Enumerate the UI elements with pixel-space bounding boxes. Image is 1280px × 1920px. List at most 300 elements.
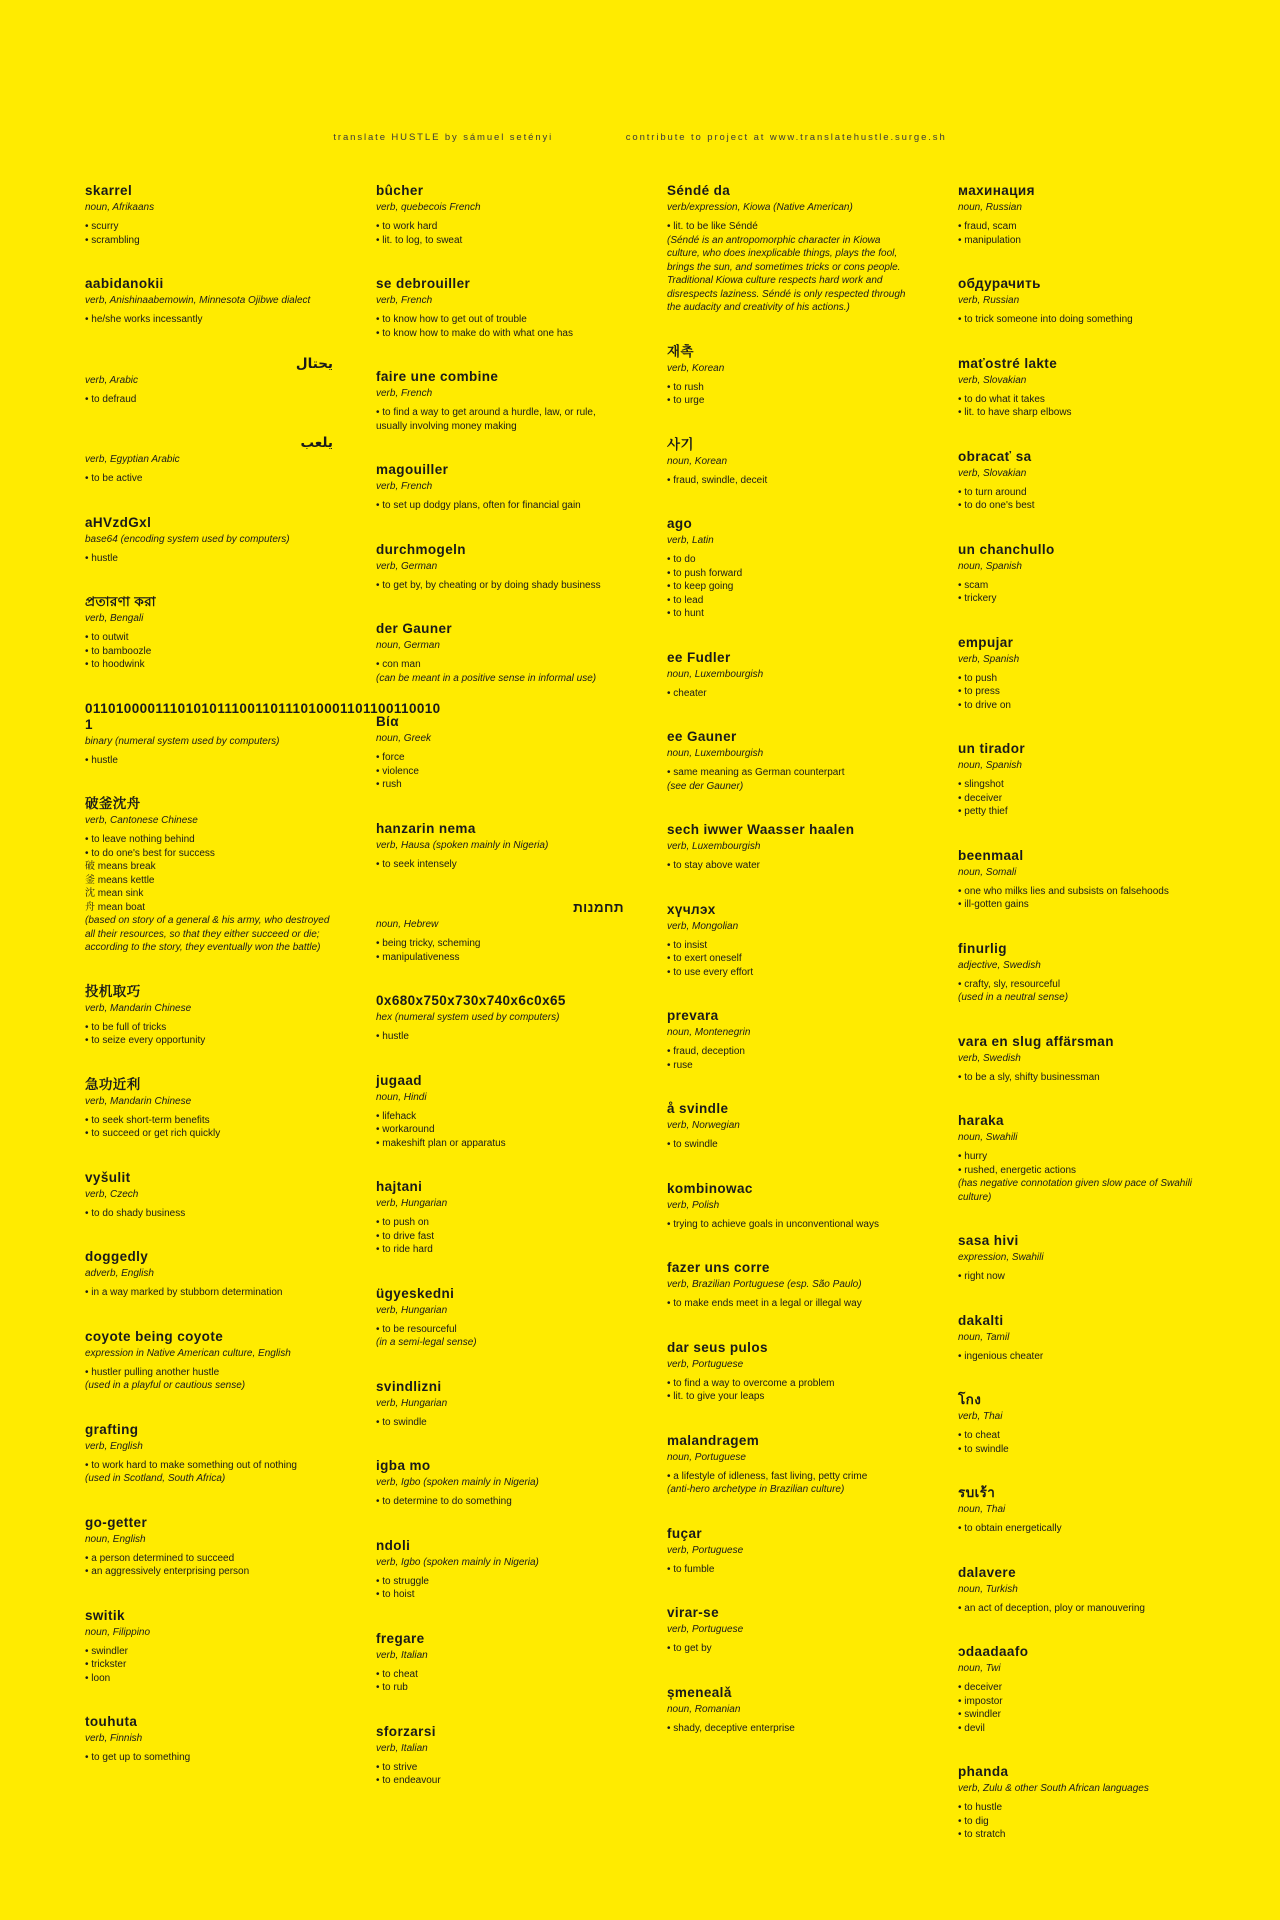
glossary-entry bbox=[958, 542, 1206, 606]
entry-part-of-speech: verb, Anishinaabemowin, Minnesota Ojibwe dialect bbox=[85, 295, 311, 306]
entry-definition: • to rush bbox=[667, 381, 704, 393]
entry-part-of-speech: noun, Somali bbox=[958, 866, 1017, 878]
entry-term: igba mo bbox=[376, 1458, 431, 1473]
entry-term: fregare bbox=[376, 1630, 425, 1646]
entry-definition: • shady, deceptive enterprise bbox=[667, 1722, 795, 1734]
entry-part-of-speech: verb, Hungarian bbox=[376, 1198, 448, 1209]
entry-term: un tirador bbox=[958, 741, 1025, 756]
glossary-entry bbox=[85, 435, 333, 486]
glossary-entry bbox=[958, 848, 1206, 912]
entry-definition: • impostor bbox=[958, 1695, 1003, 1707]
entry-definition: • lit. to be like Séndé bbox=[667, 221, 758, 232]
entry-term: 재촉 bbox=[667, 343, 694, 359]
entry-definition: • to get by, by cheating or by doing shady business bbox=[376, 579, 601, 591]
entry-definition: • devil bbox=[958, 1722, 985, 1734]
entry-term: haraka bbox=[958, 1113, 1004, 1128]
entry-term: obracať sa bbox=[958, 448, 1032, 464]
entry-term: махинация bbox=[958, 183, 1035, 198]
entry-definition: • right now bbox=[958, 1271, 1005, 1282]
glossary-entry bbox=[667, 1101, 915, 1152]
glossary-entry bbox=[376, 1379, 624, 1430]
entry-definition: • to push forward bbox=[667, 567, 743, 579]
glossary-entry bbox=[376, 821, 624, 872]
entry-term: 急功近利 bbox=[85, 1076, 141, 1092]
glossary-entry bbox=[376, 542, 624, 593]
entry-definition: • to push on bbox=[376, 1217, 429, 1228]
glossary-entry bbox=[958, 635, 1206, 713]
entry-part-of-speech: noun, Filippino bbox=[85, 1626, 151, 1638]
entry-definition: • to do one's best for success bbox=[85, 847, 215, 859]
glossary-entry bbox=[667, 1340, 915, 1404]
entry-part-of-speech: noun, English bbox=[85, 1533, 146, 1545]
entry-term: bûcher bbox=[376, 183, 424, 198]
glossary-entry bbox=[85, 1422, 333, 1486]
glossary-entry bbox=[958, 1764, 1206, 1842]
entry-part-of-speech: binary (numeral system used by computers) bbox=[85, 735, 280, 747]
entry-definition: • to cheat bbox=[376, 1668, 418, 1680]
entry-definition: • to push bbox=[958, 672, 998, 684]
entry-definition: • to know how to make do with what one has bbox=[376, 327, 573, 339]
entry-note: (used in a playful or cautious sense) bbox=[85, 1380, 246, 1391]
entry-definition: • to dig bbox=[958, 1815, 989, 1827]
entry-part-of-speech: expression, Swahili bbox=[958, 1252, 1044, 1263]
entry-definition: • to use every effort bbox=[667, 966, 754, 978]
glossary-entry bbox=[667, 1685, 915, 1736]
glossary-entry bbox=[85, 984, 333, 1048]
entry-term: grafting bbox=[85, 1421, 139, 1437]
entry-part-of-speech: expression in Native American culture, English bbox=[85, 1347, 291, 1359]
entry-definition: • slingshot bbox=[958, 779, 1004, 790]
entry-term: 破釜沈舟 bbox=[85, 796, 141, 811]
entry-definition: • deceiver bbox=[958, 1682, 1003, 1693]
entry-part-of-speech: verb, English bbox=[85, 1440, 143, 1452]
entry-part-of-speech: noun, German bbox=[376, 640, 440, 651]
entry-definition: • fraud, deception bbox=[667, 1046, 745, 1057]
entry-definition: • same meaning as German counterpart bbox=[667, 767, 845, 778]
entry-term: vara en slug affärsman bbox=[958, 1033, 1114, 1049]
glossary-entry bbox=[376, 1631, 624, 1695]
entry-definition: • to cheat bbox=[958, 1430, 1000, 1441]
entry-part-of-speech: noun, Swahili bbox=[958, 1132, 1018, 1143]
entry-note: (used in a neutral sense) bbox=[958, 992, 1069, 1003]
entry-definition: • to hustle bbox=[958, 1802, 1003, 1813]
header-credit: translate HUSTLE by sámuel setényi bbox=[333, 132, 554, 143]
glossary-entry bbox=[376, 369, 624, 433]
entry-part-of-speech: verb, French bbox=[376, 295, 433, 306]
entry-definition: • to insist bbox=[667, 939, 708, 951]
entry-definition: • to leave nothing behind bbox=[85, 834, 195, 845]
entry-definition: • to ride hard bbox=[376, 1244, 433, 1255]
entry-part-of-speech: noun, Turkish bbox=[958, 1583, 1018, 1595]
glossary-entry bbox=[667, 516, 915, 621]
poster-header bbox=[0, 132, 1280, 143]
entry-term: finurlig bbox=[958, 940, 1007, 956]
entry-definition: • an aggressively enterprising person bbox=[85, 1566, 250, 1577]
entry-definition: • to swindle bbox=[376, 1416, 427, 1428]
entry-definition: • makeshift plan or apparatus bbox=[376, 1137, 506, 1149]
entry-term: dakalti bbox=[958, 1312, 1004, 1328]
column-4 bbox=[958, 183, 1206, 1871]
entry-definition: • lifehack bbox=[376, 1110, 417, 1122]
entry-term: โกง bbox=[958, 1392, 982, 1407]
entry-part-of-speech: noun, Spanish bbox=[958, 760, 1022, 771]
entry-definition: • scam bbox=[958, 579, 989, 591]
entry-term: ago bbox=[667, 516, 693, 531]
entry-term: switik bbox=[85, 1607, 125, 1623]
glossary-entry bbox=[376, 1179, 624, 1257]
entry-part-of-speech: verb, Mongolian bbox=[667, 920, 739, 932]
entry-part-of-speech: noun, Luxembourgish bbox=[667, 668, 764, 680]
entry-term: dar seus pulos bbox=[667, 1339, 768, 1355]
entry-term: faire une combine bbox=[376, 369, 499, 384]
entry-term: รบเร้า bbox=[958, 1485, 996, 1500]
entry-part-of-speech: noun, Hebrew bbox=[376, 919, 439, 930]
entry-part-of-speech: verb, Cantonese Chinese bbox=[85, 815, 198, 826]
entry-term: der Gauner bbox=[376, 621, 453, 636]
glossary-entry bbox=[958, 1565, 1206, 1616]
entry-term: 사기 bbox=[667, 436, 694, 452]
entry-part-of-speech: noun, Thai bbox=[958, 1504, 1006, 1515]
glossary-entry bbox=[958, 1113, 1206, 1204]
glossary-entry bbox=[85, 356, 333, 407]
entry-part-of-speech: verb/expression, Kiowa (Native American) bbox=[667, 202, 853, 213]
entry-term: 投机取巧 bbox=[85, 983, 141, 999]
entry-definition: • hurry bbox=[958, 1151, 988, 1162]
glossary-entry bbox=[958, 741, 1206, 819]
entry-part-of-speech: verb, Luxembourgish bbox=[667, 841, 761, 852]
entry-part-of-speech: verb, Zulu & other South African languages bbox=[958, 1783, 1149, 1794]
entry-definition: • ingenious cheater bbox=[958, 1350, 1044, 1362]
entry-term: ɔdaadaafo bbox=[958, 1644, 1029, 1659]
entry-part-of-speech: verb, Swedish bbox=[958, 1052, 1021, 1064]
entry-part-of-speech: verb, Mandarin Chinese bbox=[85, 1002, 192, 1014]
entry-definition: • to hunt bbox=[667, 608, 704, 619]
glossary-entry bbox=[376, 993, 624, 1044]
entry-definition: • to get up to something bbox=[85, 1752, 191, 1763]
entry-part-of-speech: noun, Montenegrin bbox=[667, 1027, 751, 1038]
entry-definition: • to find a way to overcome a problem bbox=[667, 1377, 835, 1389]
entry-definition: • to bamboozle bbox=[85, 645, 152, 657]
entry-definition: • hustle bbox=[85, 754, 118, 766]
glossary-entry bbox=[376, 1286, 624, 1350]
glossary-entry bbox=[667, 1008, 915, 1072]
glossary-entry bbox=[958, 1392, 1206, 1456]
entry-definition: • loon bbox=[85, 1672, 111, 1684]
header-contribute: contribute to project at www.translatehustle.surge.sh bbox=[625, 132, 947, 143]
entry-term: sforzarsi bbox=[376, 1723, 436, 1739]
entry-definition: • to lead bbox=[667, 594, 704, 606]
entry-part-of-speech: verb, Italian bbox=[376, 1649, 428, 1661]
glossary-entry bbox=[85, 1170, 333, 1221]
entry-definition: • fraud, scam bbox=[958, 221, 1017, 232]
entry-definition: • to make ends meet in a legal or illegal way bbox=[667, 1298, 862, 1309]
entry-term: touhuta bbox=[85, 1714, 138, 1729]
entry-part-of-speech: adverb, English bbox=[85, 1268, 154, 1279]
entry-definition: • to endeavour bbox=[376, 1775, 441, 1786]
entry-part-of-speech: verb, Slovakian bbox=[958, 467, 1027, 479]
glossary-entry bbox=[85, 515, 333, 566]
glossary-entry bbox=[667, 344, 915, 408]
entry-definition: • to work hard bbox=[376, 221, 438, 232]
entry-definition: • to be resourceful bbox=[376, 1323, 457, 1335]
entry-definition: • violence bbox=[376, 765, 419, 777]
entry-part-of-speech: noun, Portuguese bbox=[667, 1451, 746, 1463]
entry-term: kombinowac bbox=[667, 1180, 753, 1196]
entry-definition: • manipulativeness bbox=[376, 951, 460, 963]
entry-definition: • to hoist bbox=[376, 1589, 415, 1600]
entry-term: empujar bbox=[958, 634, 1014, 650]
entry-definition: • to be active bbox=[85, 473, 143, 484]
entry-definition: • force bbox=[376, 752, 405, 763]
entry-definition: • rushed, energetic actions bbox=[958, 1164, 1077, 1176]
entry-definition: • scurry bbox=[85, 221, 119, 232]
glossary-entry bbox=[85, 1608, 333, 1686]
entry-term: Séndé da bbox=[667, 183, 731, 198]
entry-part-of-speech: verb, Korean bbox=[667, 362, 725, 374]
glossary-entry bbox=[667, 1526, 915, 1577]
entry-part-of-speech: verb, Portuguese bbox=[667, 1358, 744, 1370]
entry-term: jugaad bbox=[376, 1072, 422, 1088]
glossary-entry bbox=[376, 1538, 624, 1602]
entry-term: يلعب bbox=[300, 435, 333, 450]
entry-term: ügyeskedni bbox=[376, 1285, 455, 1301]
entry-term: ee Gauner bbox=[667, 729, 737, 744]
glossary-entry bbox=[667, 1605, 915, 1656]
entry-definition: • swindler bbox=[85, 1645, 128, 1657]
entry-term: 0x680x750x730x740x6c0x65 bbox=[376, 993, 566, 1008]
entry-definition: • to drive fast bbox=[376, 1230, 434, 1242]
glossary-entry bbox=[376, 276, 624, 340]
glossary-entry bbox=[85, 594, 333, 672]
entry-term: virar-se bbox=[667, 1605, 719, 1620]
glossary-entry bbox=[85, 1077, 333, 1141]
entry-term: обдурачить bbox=[958, 276, 1041, 291]
entry-definition: • to rub bbox=[376, 1682, 408, 1693]
entry-definition: 破 means break bbox=[85, 861, 156, 872]
glossary-entry bbox=[958, 1313, 1206, 1364]
glossary-entry bbox=[85, 1714, 333, 1765]
entry-definition: • lit. to have sharp elbows bbox=[958, 407, 1072, 418]
entry-definition: • to do one's best bbox=[958, 500, 1035, 511]
entry-note: (has negative connotation given slow pace of Swahili culture) bbox=[958, 1178, 1193, 1203]
glossary-entry bbox=[667, 1181, 915, 1232]
entry-definition: • to outwit bbox=[85, 632, 129, 643]
glossary-entry bbox=[958, 356, 1206, 420]
glossary-entry bbox=[958, 449, 1206, 513]
entry-definition: • crafty, sly, resourceful bbox=[958, 978, 1061, 990]
entry-term: malandragem bbox=[667, 1432, 760, 1448]
entry-term: hanzarin nema bbox=[376, 820, 476, 836]
entry-part-of-speech: verb, Czech bbox=[85, 1188, 139, 1200]
glossary-entry bbox=[376, 1073, 624, 1151]
entry-definition: • trickster bbox=[85, 1659, 127, 1670]
entry-term: aabidanokii bbox=[85, 276, 164, 291]
entry-part-of-speech: noun, Luxembourgish bbox=[667, 748, 764, 759]
entry-term: aHVzdGxl bbox=[85, 514, 152, 530]
entry-definition: • trying to achieve goals in unconventional ways bbox=[667, 1218, 879, 1230]
entry-part-of-speech: noun, Hindi bbox=[376, 1091, 427, 1103]
entry-part-of-speech: noun, Twi bbox=[958, 1663, 1001, 1674]
entry-term: fazer uns corre bbox=[667, 1260, 770, 1275]
entry-part-of-speech: verb, Igbo (spoken mainly in Nigeria) bbox=[376, 1477, 539, 1488]
entry-term: sasa hivi bbox=[958, 1233, 1019, 1248]
entry-part-of-speech: verb, Hungarian bbox=[376, 1304, 448, 1316]
glossary-entry bbox=[376, 1724, 624, 1788]
glossary-entry bbox=[376, 714, 624, 792]
entry-definition: • petty thief bbox=[958, 806, 1008, 817]
glossary-entry bbox=[958, 941, 1206, 1005]
entry-definition: • to set up dodgy plans, often for financial gain bbox=[376, 500, 581, 511]
entry-note: (based on story of a general & his army, who destroyed all their resources, so that they either succeed or die; according to the story, they eventually won the battle) bbox=[85, 915, 330, 953]
entry-part-of-speech: verb, Latin bbox=[667, 535, 714, 546]
entry-definition: • to succeed or get rich quickly bbox=[85, 1128, 221, 1139]
entry-part-of-speech: noun, Tamil bbox=[958, 1331, 1010, 1343]
entry-definition: • to defraud bbox=[85, 393, 137, 405]
entry-term: fuçar bbox=[667, 1525, 703, 1541]
entry-definition: • to find a way to get around a hurdle, law, or rule, usually involving money making bbox=[376, 407, 596, 432]
entry-part-of-speech: adjective, Swedish bbox=[958, 959, 1041, 971]
column-2 bbox=[376, 183, 624, 1817]
entry-definition: • to stratch bbox=[958, 1829, 1006, 1840]
glossary-entry bbox=[85, 1329, 333, 1393]
entry-term: svindlizni bbox=[376, 1378, 442, 1394]
entry-definition: • to keep going bbox=[667, 581, 734, 592]
entry-definition: • to get by bbox=[667, 1643, 712, 1654]
entry-part-of-speech: verb, French bbox=[376, 481, 433, 492]
entry-definition: • to obtain energetically bbox=[958, 1523, 1062, 1534]
entry-definition: • to do bbox=[667, 554, 696, 565]
entry-term: תחמנות bbox=[573, 900, 624, 915]
entry-part-of-speech: verb, Italian bbox=[376, 1742, 428, 1754]
entry-term: hajtani bbox=[376, 1179, 423, 1194]
entry-definition: • to stay above water bbox=[667, 860, 760, 871]
entry-definition: • hustle bbox=[85, 552, 118, 564]
glossary-entry bbox=[85, 276, 333, 327]
glossary-entry bbox=[958, 1233, 1206, 1284]
entry-term: প্রতারণা করা bbox=[85, 594, 156, 609]
entry-note: (see der Gauner) bbox=[667, 780, 744, 792]
entry-definition: • workaround bbox=[376, 1124, 435, 1135]
entry-part-of-speech: noun, Spanish bbox=[958, 560, 1022, 572]
glossary-entry bbox=[85, 1249, 333, 1300]
entry-term: Βία bbox=[376, 714, 399, 729]
entry-term: skarrel bbox=[85, 183, 133, 198]
entry-part-of-speech: noun, Greek bbox=[376, 733, 432, 744]
entry-definition: • an act of deception, ploy or manouvering bbox=[958, 1602, 1145, 1614]
entry-term: ndoli bbox=[376, 1537, 411, 1553]
entry-term: vyšulit bbox=[85, 1169, 131, 1185]
entry-term: go-getter bbox=[85, 1514, 148, 1530]
entry-term: dalavere bbox=[958, 1564, 1016, 1580]
entry-part-of-speech: noun, Afrikaans bbox=[85, 202, 155, 213]
glossary-entry bbox=[376, 900, 624, 964]
glossary-entry bbox=[85, 1515, 333, 1579]
glossary-entry bbox=[667, 437, 915, 488]
entry-definition: • hustler pulling another hustle bbox=[85, 1366, 220, 1378]
entry-part-of-speech: verb, Polish bbox=[667, 1199, 720, 1211]
entry-part-of-speech: noun, Korean bbox=[667, 455, 728, 467]
entry-definition: • trickery bbox=[958, 593, 997, 604]
entry-term: phanda bbox=[958, 1764, 1009, 1779]
entry-part-of-speech: verb, Mandarin Chinese bbox=[85, 1095, 192, 1107]
entry-definition: • one who milks lies and subsists on falsehoods bbox=[958, 885, 1169, 897]
entry-note: (anti-hero archetype in Brazilian culture) bbox=[667, 1484, 845, 1495]
entry-definition: 釜 means kettle bbox=[85, 874, 155, 886]
entry-definition: • rush bbox=[376, 779, 402, 790]
entry-definition: • scrambling bbox=[85, 234, 140, 246]
glossary-entry bbox=[667, 729, 915, 793]
entry-part-of-speech: base64 (encoding system used by computers) bbox=[85, 533, 290, 545]
entry-definition: • to do what it takes bbox=[958, 393, 1045, 405]
entry-definition: • to turn around bbox=[958, 486, 1027, 498]
entry-term: coyote being coyote bbox=[85, 1328, 224, 1344]
entry-definition: • lit. to give your leaps bbox=[667, 1391, 765, 1402]
entry-definition: • to swindle bbox=[667, 1139, 718, 1150]
entry-term: 0110100001110101011100110111010001101100110010 1 bbox=[85, 700, 441, 732]
entry-term: يحتال bbox=[295, 355, 333, 371]
entry-term: хүчлэх bbox=[667, 901, 716, 917]
entry-note: (Séndé is an antropomorphic character in Kiowa culture, who does inexplicable things, plays the fool, brings the sun, and sometimes tricks or cons people. Traditional Kiowa culture respects hard work and disrespects laziness. Séndé is only respected through the audacity and creativity of his actions.) bbox=[667, 234, 906, 313]
entry-definition: • to seize every opportunity bbox=[85, 1035, 206, 1046]
entry-definition: • deceiver bbox=[958, 792, 1003, 804]
entry-definition: • ill-gotten gains bbox=[958, 899, 1029, 910]
entry-definition: • in a way marked by stubborn determination bbox=[85, 1287, 283, 1298]
entry-part-of-speech: verb, quebecois French bbox=[376, 202, 481, 213]
glossary-entry bbox=[85, 796, 333, 955]
entry-part-of-speech: verb, Norwegian bbox=[667, 1120, 740, 1131]
entry-part-of-speech: verb, Portuguese bbox=[667, 1544, 744, 1556]
entry-part-of-speech: verb, Finnish bbox=[85, 1733, 143, 1744]
glossary-entry bbox=[958, 276, 1206, 327]
entry-definition: • fraud, swindle, deceit bbox=[667, 474, 768, 486]
entry-part-of-speech: verb, Hungarian bbox=[376, 1397, 448, 1409]
entry-definition: • he/she works incessantly bbox=[85, 314, 203, 325]
entry-definition: • to hoodwink bbox=[85, 659, 145, 670]
glossary-entry bbox=[667, 1260, 915, 1311]
entry-term: å svindle bbox=[667, 1101, 729, 1116]
entry-definition: • to know how to get out of trouble bbox=[376, 314, 527, 325]
entry-term: prevara bbox=[667, 1008, 719, 1023]
entry-definition: • manipulation bbox=[958, 234, 1021, 246]
entry-term: se debrouiller bbox=[376, 276, 471, 291]
glossary-entry bbox=[667, 1433, 915, 1497]
entry-part-of-speech: hex (numeral system used by computers) bbox=[376, 1012, 560, 1023]
entry-definition: • cheater bbox=[667, 687, 707, 699]
glossary-entry bbox=[667, 902, 915, 980]
entry-part-of-speech: noun, Romanian bbox=[667, 1703, 741, 1715]
entry-part-of-speech: noun, Russian bbox=[958, 202, 1022, 213]
entry-part-of-speech: verb, Spanish bbox=[958, 653, 1020, 665]
glossary-entry bbox=[376, 1458, 624, 1509]
entry-definition: • to drive on bbox=[958, 699, 1011, 711]
entry-definition: • to struggle bbox=[376, 1575, 429, 1587]
column-3 bbox=[667, 183, 915, 1764]
entry-definition: • to trick someone into doing something bbox=[958, 314, 1133, 325]
entry-definition: • a person determined to succeed bbox=[85, 1552, 235, 1564]
entry-part-of-speech: verb, German bbox=[376, 560, 438, 572]
entry-part-of-speech: verb, French bbox=[376, 388, 433, 399]
glossary-entry bbox=[667, 183, 915, 315]
entry-definition: • lit. to log, to sweat bbox=[376, 234, 463, 246]
entry-part-of-speech: verb, Arabic bbox=[85, 374, 138, 386]
entry-definition: • to fumble bbox=[667, 1563, 715, 1575]
entry-definition: • to determine to do something bbox=[376, 1496, 512, 1507]
entry-term: sech iwwer Waasser haalen bbox=[667, 822, 855, 837]
entry-note: (used in Scotland, South Africa) bbox=[85, 1473, 226, 1484]
entry-part-of-speech: verb, Igbo (spoken mainly in Nigeria) bbox=[376, 1556, 539, 1568]
entry-term: doggedly bbox=[85, 1249, 149, 1264]
glossary-entry bbox=[376, 621, 624, 685]
